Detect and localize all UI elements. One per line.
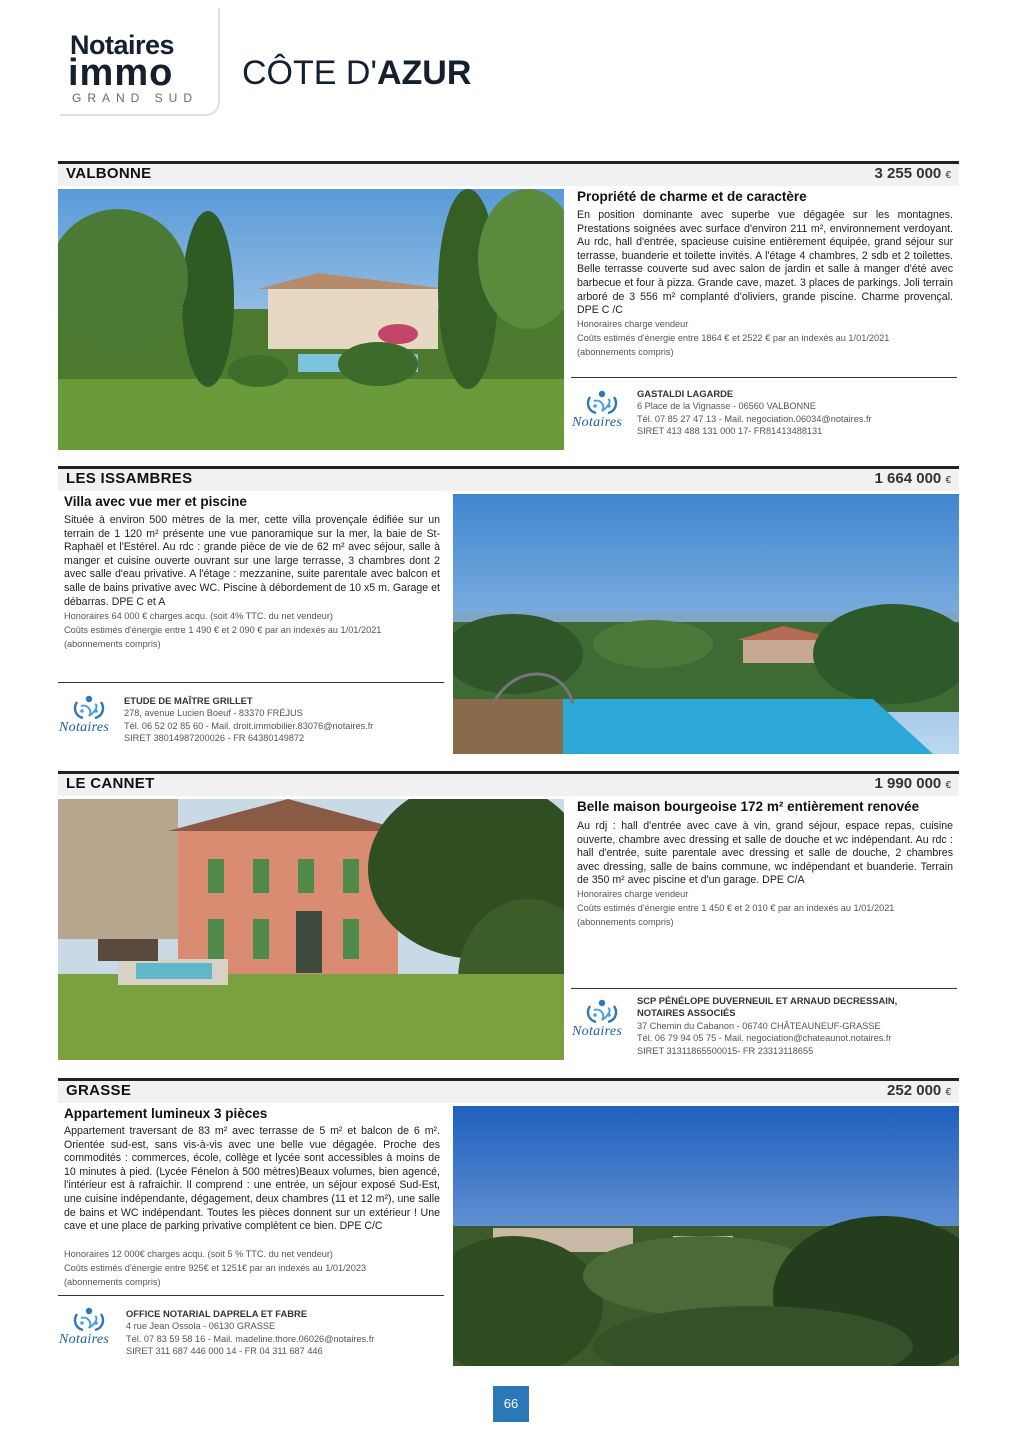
notaires-logo-word: Notaires [59, 720, 110, 735]
listing-header [58, 1078, 959, 1103]
agency-siret: SIRET 38014987200026 - FR 64380149872 [124, 733, 305, 744]
listing-title: Propriété de charme et de caractère [577, 189, 807, 204]
agency-divider [58, 682, 444, 683]
notaires-logo-word: Notaires [572, 415, 623, 430]
agency-siret: SIRET 31311865500015- FR 23313118655 [637, 1045, 814, 1056]
listing-energy-note: (abonnements compris) [577, 917, 674, 927]
notaires-mark-icon [69, 694, 109, 722]
agency-siret: SIRET 311 687 446 000 14 - FR 04 311 687 446 [126, 1346, 323, 1357]
region-title [242, 54, 471, 93]
agency-contact: Tél. 07 83 59 58 16 - Mail. madeline.thore.06026@notaires.fr [126, 1333, 375, 1344]
agency-block [126, 1308, 446, 1358]
region-prefix: CÔTE D' [242, 54, 377, 92]
listing-energy: Coûts estimés d'énergie entre 925€ et 1251€ par an indexés au 1/01/2023 [64, 1263, 367, 1273]
listing-description: Située à environ 500 mètres de la mer, cette villa provençale édifiée sur un terrain de 1 120 m² présente une vue panoramique sur la mer, la baie de St-Raphaël et l'Estérel. Au rdc : grande pièce de vie de 62 m² avec séjour, salle à manger et cuisine ouverte ouvrant sur une large terrasse, 3 chambres dont 2 avec salle d'eau privative. A l'étage : mezzanine, suite parentale avec balcon et salle de bains privative avec WC. Piscine à débordement de 10 x5 m. Garage et débarras. DPE C et A [64, 514, 440, 608]
listing-price: 252 000 € [887, 1082, 951, 1099]
agency-contact: Tél. 06 52 02 85 60 - Mail. droit.immobilier.83076@notaires.fr [124, 720, 374, 731]
listing-energy: Coûts estimés d'énergie entre 1864 € et 2522 € par an indexés au 1/01/2021 [577, 333, 890, 343]
listing-fees: Honoraires charge vendeur [577, 319, 689, 329]
agency-siret: SIRET 413 488 131 000 17- FR81413488131 [637, 426, 823, 437]
notaires-logo-word: Notaires [572, 1024, 623, 1039]
agency-address: 4 rue Jean Ossola - 06130 GRASSE [126, 1321, 276, 1332]
agency-name: ETUDE DE MAÎTRE GRILLET [124, 695, 253, 706]
listing-price: 3 255 000 € [874, 165, 951, 182]
agency-block [637, 388, 957, 438]
notaires-logo [572, 998, 638, 1046]
notaires-logo [59, 694, 125, 742]
listing-title: Belle maison bourgeoise 172 m² entièrement renovée [577, 799, 920, 814]
listing-city: GRASSE [66, 1082, 132, 1099]
agency-block [124, 695, 444, 745]
agency-address: 37 Chemin du Cabanon - 06740 CHÂTEAUNEUF-GRASSE [637, 1020, 881, 1031]
notaires-mark-icon [69, 1306, 109, 1334]
property-photo [58, 189, 564, 450]
listing-title: Appartement lumineux 3 pièces [64, 1106, 268, 1121]
listing-description: Appartement traversant de 83 m² avec terrasse de 5 m² et balcon de 6 m². Orientée sud-est, sans vis-à-vis avec une belle vue dégagée. Proche des commodités : commerces, école, collège et lycée sont accessibles à moins de 10 minutes à pied. (Lycée Fénelon à 500 mètres)Beaux volumes, bien agencé, l'intérieur est à rafraichir. Il comprend : une entrée, un séjour exposé Sud-Est, une cuisine indépendante, dégagement, deux chambres (11 et 12 m²), une salle de bains et WC indépendant. Toutes les pièces donnent sur un extérieur ! Une cave et une place de parking privative complètent ce bien. DPE C/C [64, 1125, 440, 1233]
agency-name: GASTALDI LAGARDE [637, 388, 734, 399]
page-number: 66 [493, 1386, 529, 1422]
listing-city: LE CANNET [66, 775, 155, 792]
property-photo [58, 799, 564, 1060]
listing-energy-note: (abonnements compris) [64, 1277, 161, 1287]
agency-divider [571, 988, 957, 989]
listing-energy: Coûts estimés d'énergie entre 1 490 € et 2 090 € par an indexés au 1/01/2021 [64, 625, 382, 635]
listing-energy-note: (abonnements compris) [577, 347, 674, 357]
agency-contact: Tél. 07 85 27 47 13 - Mail. negociation.06034@notaires.fr [637, 413, 872, 424]
notaires-logo [59, 1306, 125, 1354]
agency-address: 278, avenue Lucien Boeuf - 83370 FRÉJUS [124, 708, 303, 719]
listing-price: 1 990 000 € [874, 775, 951, 792]
notaires-logo [572, 389, 638, 437]
agency-divider [58, 1295, 444, 1296]
brand-line-1: Notaires [70, 30, 175, 60]
listing-fees: Honoraires 64 000 € charges acqu. (soit 4% TTC. du net vendeur) [64, 611, 333, 621]
listing-price: 1 664 000 € [874, 470, 951, 487]
listing-fees: Honoraires charge vendeur [577, 889, 689, 899]
agency-name: SCP PÉNÉLOPE DUVERNEUIL ET ARNAUD DECRESSAIN, [637, 995, 898, 1006]
brand-line-3: GRAND SUD [72, 91, 199, 105]
property-photo [453, 1106, 959, 1366]
agency-contact: Tél. 06 79 94 05 75 - Mail. negociation@chateaunot.notaires.fr [637, 1033, 892, 1044]
notaires-mark-icon [582, 389, 622, 417]
agency-divider [571, 377, 957, 378]
listing-city: LES ISSAMBRES [66, 470, 193, 487]
listing-energy: Coûts estimés d'énergie entre 1 450 € et 2 010 € par an indexés au 1/01/2021 [577, 903, 895, 913]
listing-energy-note: (abonnements compris) [64, 639, 161, 649]
agency-block [637, 995, 957, 1057]
listing-title: Villa avec vue mer et piscine [64, 494, 247, 509]
listing-header [58, 161, 959, 186]
agency-name: OFFICE NOTARIAL DAPRELA ET FABRE [126, 1308, 308, 1319]
agency-name-line-2: NOTAIRES ASSOCIÉS [637, 1007, 736, 1019]
listing-header [58, 771, 959, 796]
brand-line-2: immo [68, 52, 174, 94]
listing-description: Au rdj : hall d'entrée avec cave à vin, grand séjour, espace repas, cuisine ouverte, chambre avec dressing et salle de douche et wc indépendant. Au rdc : hall d'entrée, suite parentale avec dressing et salle de douche, 2 chambres avec dressing, salle de bains commune, wc indépendant et buanderie. Terrain de 350 m² avec piscine et d'un garage. DPE C/A [577, 820, 953, 887]
property-photo [453, 494, 959, 754]
region-bold: AZUR [376, 54, 472, 92]
listing-description: En position dominante avec superbe vue dégagée sur les montagnes. Prestations soignées avec surface d'environ 211 m², environnement verdoyant. Au rdc, hall d'entrée, spacieuse cuisine entièrement équipée, grand séjour sur terrasse, buanderie et toilette invités. A l'étage 4 chambres, 2 sdb et 2 toilettes. Belle terrasse couverte sud avec salon de jardin et salle à manger d'été avec barbecue et four à pizza. Grande cave, mazet. 3 places de parkings. Joli terrain arboré de 3 556 m² complanté d'oliviers, grande piscine. Charme provençal. DPE C /C [577, 209, 953, 317]
listing-header [58, 466, 959, 491]
listing-city: VALBONNE [66, 165, 152, 182]
notaires-mark-icon [582, 998, 622, 1026]
agency-address: 6 Place de la Vignasse - 06560 VALBONNE [637, 401, 816, 412]
notaires-logo-word: Notaires [59, 1332, 110, 1347]
listing-fees: Honoraires 12 000€ charges acqu. (soit 5 % TTC. du net vendeur) [64, 1249, 333, 1259]
brand-logo [60, 8, 220, 116]
